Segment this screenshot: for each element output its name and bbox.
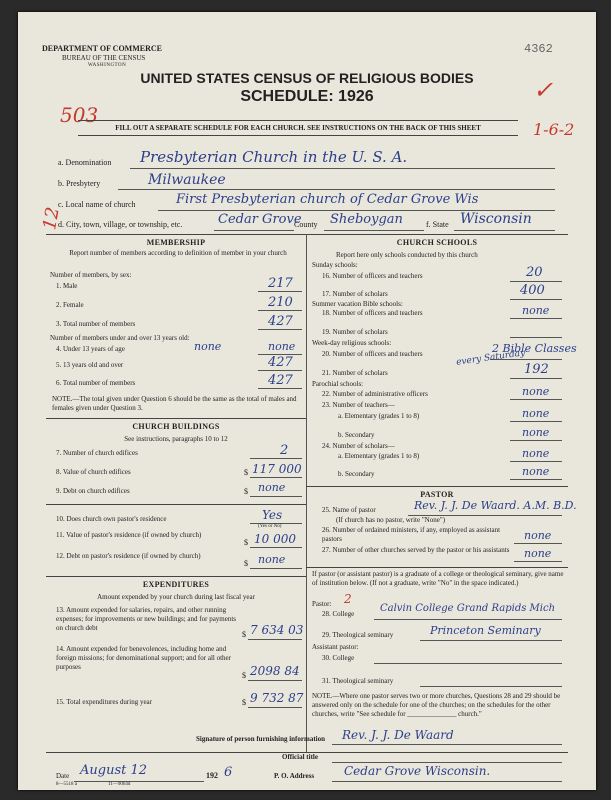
- q17-field[interactable]: [510, 299, 562, 300]
- q15-dollar: $: [242, 698, 246, 707]
- q25-label: 25. Name of pastor: [322, 506, 376, 514]
- print-code: 8—5518 a: [56, 782, 77, 787]
- q30-field[interactable]: [374, 663, 562, 664]
- census-schedule-sheet: [18, 12, 596, 790]
- schools-intro: Report here only schools conducted by this church: [336, 251, 478, 259]
- q16-field[interactable]: [510, 281, 562, 282]
- q19-field[interactable]: [510, 337, 562, 338]
- signature-label: Signature of person furnishing information: [196, 735, 325, 743]
- church-name-label: c. Local name of church: [58, 200, 136, 209]
- q24a-value: none: [522, 447, 550, 460]
- pastor-mark: 2: [344, 592, 352, 606]
- q13-value: 7 634 03: [250, 623, 304, 637]
- male-value: 217: [268, 276, 293, 291]
- weekday-schools: Week-day religious schools:: [312, 339, 392, 347]
- q20-label: 20. Number of officers and teachers: [322, 350, 423, 358]
- official-title-field[interactable]: [332, 762, 562, 763]
- q17-label: 17. Number of scholars: [322, 290, 388, 298]
- q7-field[interactable]: [250, 458, 302, 459]
- address-field[interactable]: [332, 781, 562, 782]
- q14-dollar: $: [242, 671, 246, 680]
- handwritten-number: 503: [60, 103, 99, 127]
- summer-schools: Summer vacation Bible schools:: [312, 300, 403, 308]
- schedule-title: SCHEDULE: 1926: [240, 88, 374, 105]
- total-members-label: 3. Total number of members: [56, 320, 136, 328]
- q23b-label: b. Secondary: [338, 431, 375, 439]
- q20-value: 2 Bible Classes: [492, 342, 577, 355]
- q14-field[interactable]: [248, 680, 302, 681]
- buildings-heading: CHURCH BUILDINGS: [132, 422, 220, 431]
- pastor-note: NOTE.—Where one pastor serves two or more churches, Questions 28 and 29 should be answered only on the schedule for one of the churches; on the schedules for the other churches, write "See schedule for ______________ church.": [312, 692, 561, 718]
- q7-value: 2: [280, 443, 289, 458]
- date-value: August 12: [80, 763, 148, 778]
- total6-label: 6. Total number of members: [56, 379, 136, 387]
- church-name-value: First Presbyterian church of Cedar Grove Wis: [176, 192, 479, 207]
- q27-field[interactable]: [514, 561, 562, 562]
- q24b-field[interactable]: [510, 479, 562, 480]
- q25-hint: (If church has no pastor, write "None"): [336, 516, 446, 524]
- under13-note: none: [194, 340, 222, 353]
- q8-dollar: $: [244, 468, 248, 477]
- signature-field[interactable]: [332, 744, 562, 745]
- female-label: 2. Female: [56, 301, 84, 309]
- q12-field[interactable]: [250, 568, 302, 569]
- q23b-value: none: [522, 426, 550, 439]
- q15-field[interactable]: [248, 707, 302, 708]
- under13-value: none: [268, 340, 296, 353]
- state-field[interactable]: [454, 230, 555, 231]
- q13-label: 13. Amount expended for salaries, repairs, and other running expenses; for improvements or new buildings; and for payments on church debt: [56, 606, 237, 632]
- total6-field[interactable]: [258, 388, 302, 389]
- form-number: 4362: [524, 42, 553, 56]
- q24a-label: a. Elementary (grades 1 to 8): [338, 452, 420, 460]
- state-value: Wisconsin: [460, 211, 532, 227]
- form-title: UNITED STATES CENSUS OF RELIGIOUS BODIES: [140, 70, 474, 86]
- q16-label: 16. Number of officers and teachers: [322, 272, 423, 280]
- q26-label: 26. Number of ordained ministers, if any, employed as assistant pastors: [322, 526, 501, 543]
- presbytery-value: Milwaukee: [148, 172, 226, 188]
- county-field[interactable]: [324, 230, 424, 231]
- bureau-label: BUREAU OF THE CENSUS: [62, 54, 146, 62]
- date-label: Date: [56, 772, 70, 780]
- city-value: Cedar Grove: [218, 212, 302, 227]
- q14-label: 14. Amount expended for benevolences, including home and foreign missions; for denominational support; and for all other purposes: [56, 645, 231, 671]
- q18-value: none: [522, 304, 550, 317]
- q23a-value: none: [522, 407, 550, 420]
- q27-value: none: [524, 547, 552, 560]
- signature-value: Rev. J. J. De Waard: [342, 728, 454, 742]
- q26-value: none: [524, 529, 552, 542]
- q24b-label: b. Secondary: [338, 470, 375, 478]
- q19-label: 19. Number of scholars: [322, 328, 388, 336]
- city-field-label: d. City, town, village, or township, etc.: [58, 220, 183, 229]
- q8-label: 8. Value of church edifices: [56, 468, 131, 476]
- q14-value: 2098 84: [250, 664, 300, 678]
- membership-intro: Report number of members according to definition of member in your church: [69, 249, 287, 257]
- over13-label: 5. 13 years old and over: [56, 361, 124, 369]
- total6-value: 427: [268, 373, 293, 388]
- q22-label: 22. Number of administrative officers: [322, 390, 428, 398]
- denomination-label: a. Denomination: [58, 158, 112, 167]
- q28-field[interactable]: [374, 619, 562, 620]
- q23a-field[interactable]: [510, 421, 562, 422]
- address-value: Cedar Grove Wisconsin.: [344, 764, 491, 778]
- sunday-schools: Sunday schools:: [312, 261, 358, 269]
- q18-label: 18. Number of officers and teachers: [322, 309, 423, 317]
- q29-value: Princeton Seminary: [430, 624, 541, 637]
- total-members-field[interactable]: [258, 329, 302, 330]
- q31-field[interactable]: [420, 686, 562, 687]
- over13-field[interactable]: [258, 370, 302, 371]
- q9-dollar: $: [244, 487, 248, 496]
- q9-field[interactable]: [250, 496, 302, 497]
- instruction-line: FILL OUT A SEPARATE SCHEDULE FOR EACH CHURCH. SEE INSTRUCTIONS ON THE BACK OF THIS SHEET: [115, 124, 481, 132]
- q8-value: 117 000: [252, 462, 302, 476]
- state-label: f. State: [426, 220, 449, 229]
- q10-label: 10. Does church own pastor's residence: [56, 515, 167, 523]
- print-code-2: 11—9064d: [108, 782, 131, 787]
- q16-value: 20: [526, 265, 543, 280]
- address-label: P. O. Address: [274, 772, 315, 780]
- q24b-value: none: [522, 465, 550, 478]
- city-label: WASHINGTON: [88, 63, 127, 68]
- q24a-field[interactable]: [510, 461, 562, 462]
- official-title-label: Official title: [282, 753, 318, 761]
- q21-label: 21. Number of scholars: [322, 369, 388, 377]
- membership-heading: MEMBERSHIP: [146, 238, 206, 247]
- q7-label: 7. Number of church edifices: [56, 449, 138, 457]
- q12-value: none: [258, 553, 286, 566]
- pastor-subheading: Pastor:: [312, 600, 332, 608]
- q29-label: 29. Theological seminary: [322, 631, 394, 639]
- assistant-subheading: Assistant pastor:: [312, 643, 359, 651]
- total-members-value: 427: [268, 314, 293, 329]
- q23a-label: a. Elementary (grades 1 to 8): [338, 412, 420, 420]
- male-label: 1. Male: [56, 282, 78, 290]
- q29-field[interactable]: [420, 640, 562, 641]
- q11-dollar: $: [244, 538, 248, 547]
- year-prefix: 192: [206, 771, 218, 780]
- q20-note: every Saturday: [455, 348, 526, 368]
- parochial-schools: Parochial schools:: [312, 380, 364, 388]
- handwritten-side-number: 12: [39, 205, 64, 232]
- presbytery-label: b. Presbytery: [58, 179, 101, 188]
- q28-value: Calvin College Grand Rapids Mich: [380, 603, 556, 614]
- q8-field[interactable]: [250, 477, 302, 478]
- q21-field[interactable]: [510, 378, 562, 379]
- q12-dollar: $: [244, 559, 248, 568]
- q21-value: 192: [524, 362, 549, 377]
- pastor-heading: PASTOR: [420, 490, 454, 499]
- q23-label: 23. Number of teachers—: [322, 401, 395, 409]
- q15-label: 15. Total expenditures during year: [56, 698, 152, 706]
- expenditures-intro: Amount expended by your church during last fiscal year: [97, 593, 255, 601]
- male-field[interactable]: [258, 291, 302, 292]
- q31-label: 31. Theological seminary: [322, 677, 394, 685]
- year-digit: 6: [224, 765, 233, 780]
- q26-field[interactable]: [514, 543, 562, 544]
- q11-value: 10 000: [254, 532, 296, 546]
- q23b-field[interactable]: [510, 440, 562, 441]
- q17-value: 400: [520, 283, 545, 298]
- denomination-value: Presbyterian Church in the U. S. A.: [140, 148, 408, 166]
- department-label: DEPARTMENT OF COMMERCE: [42, 44, 163, 53]
- female-value: 210: [268, 295, 293, 310]
- graduate-note: If pastor (or assistant pastor) is a graduate of a college or theological seminary, give name of institution below. (If not a graduate, write "No" in the space indicated.): [312, 570, 564, 587]
- city-field[interactable]: [214, 230, 294, 231]
- q9-label: 9. Debt on church edifices: [56, 487, 130, 495]
- county-label: County: [294, 220, 318, 229]
- q24-label: 24. Number of scholars—: [322, 442, 395, 450]
- q25-value: Rev. J. J. De Waard. A.M. B.D.: [414, 499, 577, 512]
- q18-field[interactable]: [510, 318, 562, 319]
- q12-label: 12. Debt on pastor's residence (if owned by church): [56, 552, 201, 560]
- county-value: Sheboygan: [330, 212, 403, 227]
- q10-value: Yes: [262, 508, 283, 522]
- q11-field[interactable]: [250, 547, 302, 548]
- check-mark: ✓: [533, 76, 554, 104]
- q10-hint: (Yes or No): [258, 524, 282, 529]
- q28-label: 28. College: [322, 610, 355, 618]
- expenditures-heading: EXPENDITURES: [142, 580, 210, 589]
- q27-label: 27. Number of other churches served by the pastor or his assistants: [322, 546, 510, 554]
- under13-label: 4. Under 13 years of age: [56, 345, 125, 353]
- members-by-age: Number of members under and over 13 years old:: [50, 334, 190, 342]
- q13-field[interactable]: [248, 639, 302, 640]
- q22-field[interactable]: [510, 399, 562, 400]
- buildings-intro: See instructions, paragraphs 10 to 12: [124, 435, 228, 443]
- q30-label: 30. College: [322, 654, 355, 662]
- date-field[interactable]: [74, 781, 204, 782]
- q15-value: 9 732 87: [250, 691, 304, 705]
- handwritten-code: 1-6-2: [533, 120, 575, 139]
- q11-label: 11. Value of pastor's residence (if owned by church): [56, 531, 202, 539]
- presbytery-field[interactable]: [118, 189, 555, 190]
- q13-dollar: $: [242, 630, 246, 639]
- q22-value: none: [522, 385, 550, 398]
- schools-heading: CHURCH SCHOOLS: [396, 238, 478, 247]
- denomination-field[interactable]: [130, 168, 555, 169]
- female-field[interactable]: [258, 310, 302, 311]
- q9-value: none: [258, 481, 286, 494]
- members-by-sex: Number of members, by sex:: [50, 271, 132, 279]
- membership-note: NOTE.—The total given under Question 6 should be the same as the total of males and females given under Question 3.: [52, 395, 297, 412]
- over13-value: 427: [268, 355, 293, 370]
